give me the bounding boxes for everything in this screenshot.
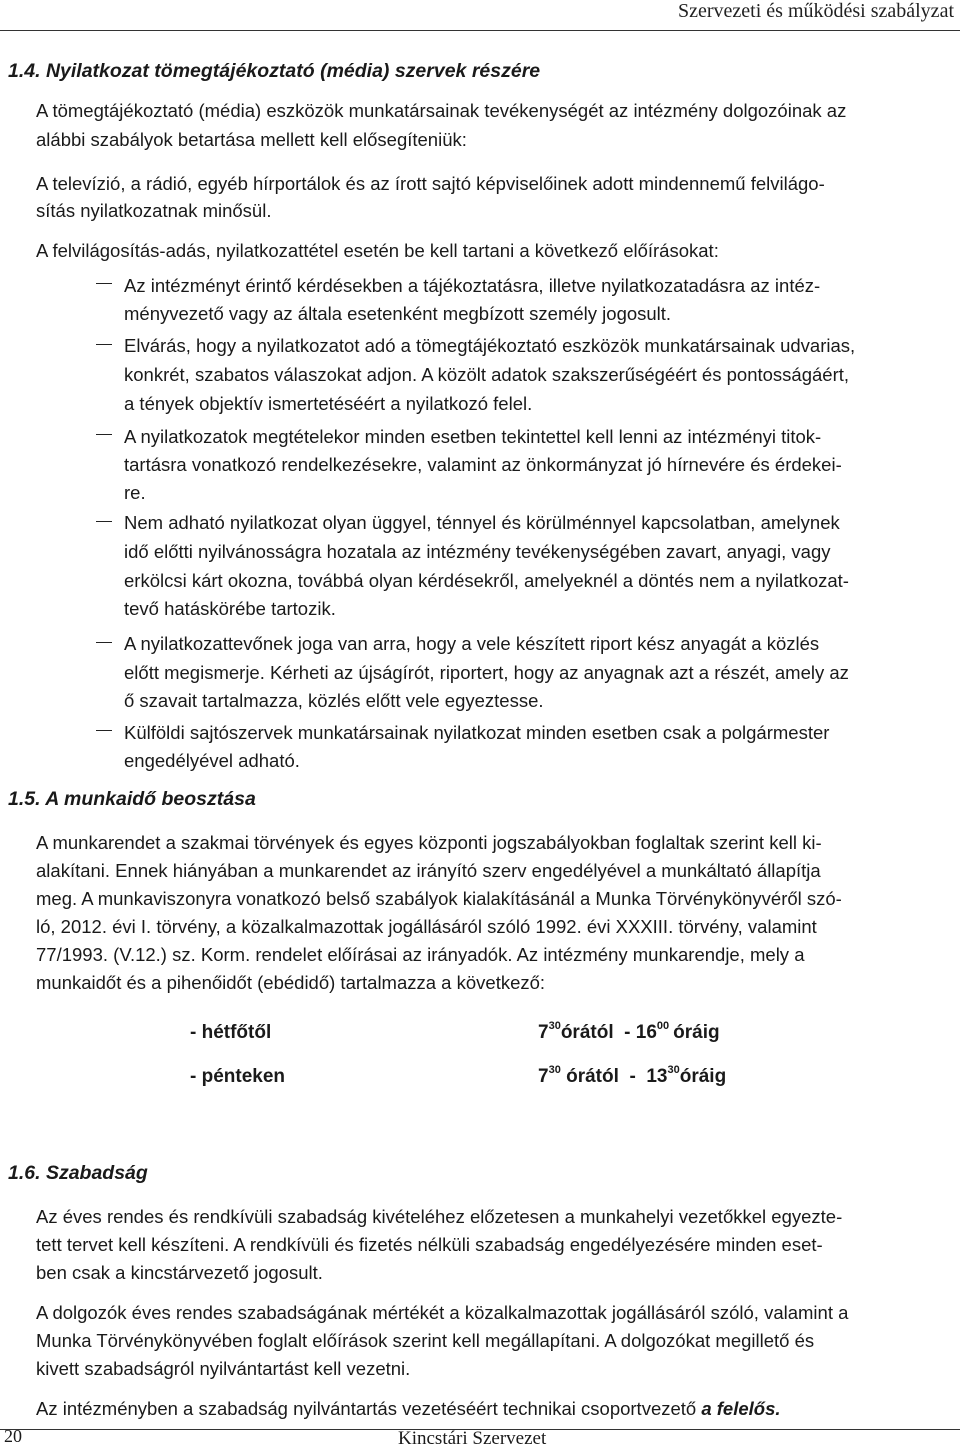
- dash-bullet-icon: [96, 521, 112, 522]
- time-suffix: óráig: [679, 1066, 727, 1087]
- time-suffix: óráig: [673, 1022, 720, 1043]
- paragraph-line: ló, 2012. évi I. törvény, a közalkalmazottak jogállásáról szóló 1992. évi XXXIII. törvény, valamint: [36, 916, 817, 937]
- dash-bullet-icon: [96, 434, 112, 435]
- list-item-line: A nyilatkozattevőnek joga van arra, hogy a vele készített riport kész anyagát a közlés: [124, 633, 820, 654]
- time-separator: órától -: [560, 1066, 647, 1087]
- list-item-line: A nyilatkozatok megtételekor minden esetben tekintettel kell lenni az intézményi titok-: [124, 426, 822, 447]
- dash-bullet-icon: [96, 344, 112, 345]
- list-item-line: a tények objektív ismertetéséért a nyilatkozó felel.: [124, 393, 533, 414]
- paragraph-line: A felvilágosítás-adás, nyilatkozattétel esetén be kell tartani a következő előírásokat:: [36, 240, 719, 261]
- section-1-5-heading: 1.5. A munkaidő beosztása: [8, 788, 256, 810]
- end-hour: 16: [635, 1022, 657, 1043]
- document-header: Szervezeti és működési szabályzat: [678, 0, 954, 22]
- list-item-line: re.: [124, 482, 146, 503]
- start-hour: 7: [538, 1066, 549, 1087]
- schedule-day-label: - hétfőtől: [190, 1022, 272, 1043]
- paragraph-line: alábbi szabályok betartása mellett kell elősegíteniük:: [36, 129, 467, 150]
- list-item-line: előtt megismerje. Kérheti az újságírót, riportert, hogy az anyagnak azt a részét, amely az: [124, 662, 849, 683]
- start-minute: 30: [548, 1064, 561, 1076]
- start-hour: 7: [538, 1022, 549, 1043]
- list-item-line: konkrét, szabatos válaszokat adjon. A közölt adatok szakszerűségéért és pontosságáért,: [124, 364, 850, 385]
- dash-bullet-icon: [96, 283, 112, 284]
- paragraph-line: A munkarendet a szakmai törvények és egyes központi jogszabályokban foglaltak szerint kell ki-: [36, 832, 822, 853]
- schedule-time: [538, 1066, 726, 1088]
- list-item-line: tartásra vonatkozó rendelkezésekre, valamint az önkormányzat jó hírnevére és érdekei-: [124, 454, 842, 475]
- paragraph-line: alakítani. Ennek hiányában a munkarendet az irányító szerv engedélyével a munkáltató állapítja: [36, 860, 821, 881]
- paragraph-line: A dolgozók éves rendes szabadságának mértékét a közalkalmazottak jogállásáról szóló, valamint a: [36, 1302, 849, 1323]
- paragraph-line: Munka Törvénykönyvében foglalt előírások szerint kell megállapítani. A dolgozókat megillető és: [36, 1330, 815, 1351]
- paragraph-text: Az intézményben a szabadság nyilvántartás vezetéséért technikai csoportvezető: [36, 1398, 702, 1419]
- emphasis-text: a felelős.: [701, 1398, 781, 1419]
- list-item-line: idő előtti nyilvánosságra hozatala az intézmény tevékenységében zavart, anyagi, vagy: [124, 541, 831, 562]
- document-footer: Kincstári Szervezet: [398, 1428, 547, 1449]
- dash-bullet-icon: [96, 642, 112, 643]
- paragraph-line: meg. A munkaviszonyra vonatkozó belső szabályok kialakításánál a Munka Törvénykönyvéről szó-: [36, 888, 842, 909]
- end-minute: 30: [667, 1064, 680, 1076]
- list-item-line: engedélyével adható.: [124, 750, 300, 771]
- dash-bullet-icon: [96, 730, 112, 731]
- schedule-time: [538, 1022, 720, 1044]
- paragraph-line: sítás nyilatkozatnak minősül.: [36, 200, 272, 221]
- header-rule: [0, 30, 960, 31]
- list-item-line: erkölcsi kárt okozna, továbbá olyan kérdésekről, amelyeknél a döntés nem a nyilatkozat-: [124, 570, 849, 591]
- paragraph-line: 77/1993. (V.12.) sz. Korm. rendelet előírásai az irányadók. Az intézmény munkarendje, mely a: [36, 944, 805, 965]
- end-minute: 00: [656, 1020, 670, 1032]
- list-item-line: tevő hatáskörébe tartozik.: [124, 598, 336, 619]
- paragraph-line: Az éves rendes és rendkívüli szabadság kivételéhez előzetesen a munkahelyi vezetőkkel egyezte-: [36, 1206, 843, 1227]
- paragraph-line: A televízió, a rádió, egyéb hírportálok és az írott sajtó képviselőinek adott mindennemű felvilágo-: [36, 173, 825, 194]
- list-item-line: Elvárás, hogy a nyilatkozatot adó a tömegtájékoztató eszközök munkatársainak udvarias,: [124, 335, 856, 356]
- paragraph-line: [36, 1394, 954, 1423]
- schedule-day-label: - pénteken: [190, 1066, 286, 1087]
- list-item-line: Nem adható nyilatkozat olyan üggyel, ténnyel és körülménnyel kapcsolatban, amelynek: [124, 512, 840, 533]
- list-item-line: Az intézményt érintő kérdésekben a tájékoztatásra, illetve nyilatkozatadásra az intéz-: [124, 275, 821, 296]
- start-minute: 30: [548, 1020, 561, 1032]
- paragraph-line: tett tervet kell készíteni. A rendkívüli és fizetés nélküli szabadság engedélyezésére minden eset-: [36, 1234, 823, 1255]
- paragraph-line: kivett szabadságról nyilvántartást kell vezetni.: [36, 1358, 411, 1379]
- section-1-4-heading: 1.4. Nyilatkozat tömegtájékoztató (média) szervek részére: [8, 60, 541, 82]
- list-item-line: Külföldi sajtószervek munkatársainak nyilatkozat minden esetben csak a polgármester: [124, 722, 830, 743]
- end-hour: 13: [646, 1066, 668, 1087]
- paragraph-line: munkaidőt és a pihenőidőt (ebédidő) tartalmazza a következő:: [36, 972, 546, 993]
- paragraph-line: ben csak a kincstárvezető jogosult.: [36, 1262, 323, 1283]
- page-number: 20: [4, 1426, 22, 1446]
- time-separator: órától -: [560, 1022, 636, 1043]
- list-item-line: ő szavait tartalmazza, közlés előtt vele egyeztesse.: [124, 690, 544, 711]
- section-1-6-heading: 1.6. Szabadság: [8, 1162, 148, 1184]
- paragraph-line: A tömegtájékoztató (média) eszközök munkatársainak tevékenységét az intézmény dolgozóinak az: [36, 100, 847, 121]
- list-item-line: ményvezető vagy az általa esetenként megbízott személy jogosult.: [124, 303, 672, 324]
